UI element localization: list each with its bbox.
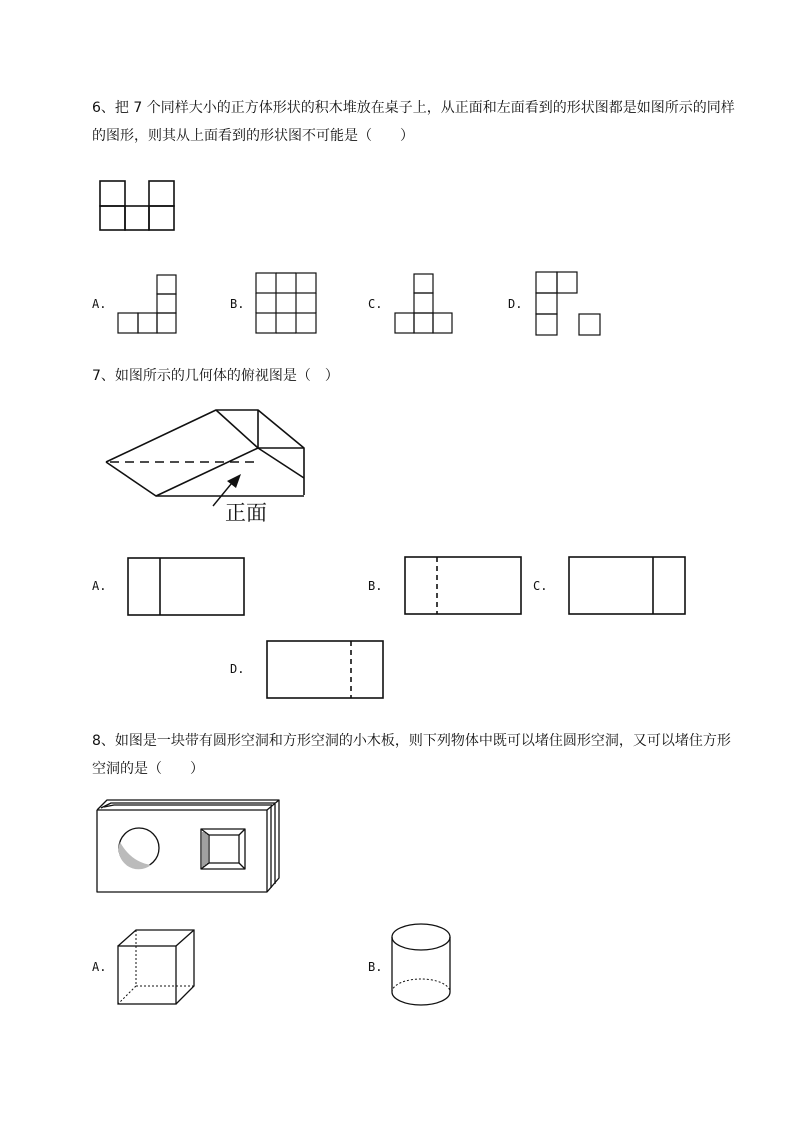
q7-option-b-figure bbox=[404, 556, 523, 616]
question-7-text: 7、如图所示的几何体的俯视图是（ ） bbox=[92, 368, 339, 384]
q7-option-d-figure bbox=[266, 640, 385, 700]
q6-option-b-label: B. bbox=[230, 297, 245, 311]
front-label: 正面 bbox=[225, 501, 267, 525]
q8-option-b-label: B. bbox=[368, 960, 383, 974]
q8-option-a-figure bbox=[116, 928, 198, 1006]
q7-option-a-figure bbox=[127, 557, 246, 617]
q7-option-a-label: A. bbox=[92, 579, 107, 593]
q7-option-d-label: D. bbox=[230, 662, 245, 676]
q6-option-d-label: D. bbox=[508, 297, 523, 311]
q8-board-figure bbox=[95, 798, 281, 896]
q7-option-c-label: C. bbox=[533, 579, 548, 593]
q8-option-a-label: A. bbox=[92, 960, 107, 974]
q6-view-figure bbox=[99, 180, 177, 232]
q7-option-b-label: B. bbox=[368, 579, 383, 593]
q6-option-d-figure bbox=[535, 271, 603, 337]
q6-option-c-figure bbox=[394, 273, 456, 335]
q6-option-b-figure bbox=[255, 272, 321, 338]
q7-solid-figure bbox=[96, 402, 316, 528]
q6-option-a-label: A. bbox=[92, 297, 107, 311]
q8-option-b-figure bbox=[390, 922, 454, 1010]
q6-option-a-figure bbox=[117, 274, 179, 336]
question-8-text: 8、如图是一块带有圆形空洞和方形空洞的小木板，则下列物体中既可以堵住圆形空洞，又可以堵住方形空洞的是（ ） bbox=[92, 733, 731, 777]
question-6-text: 6、把 7 个同样大小的正方体形状的积木堆放在桌子上，从正面和左面看到的形状图都是如图所示的同样的图形，则其从上面看到的形状图不可能是（ ） bbox=[92, 100, 735, 144]
q7-option-c-figure bbox=[568, 556, 687, 616]
q6-option-c-label: C. bbox=[368, 297, 383, 311]
